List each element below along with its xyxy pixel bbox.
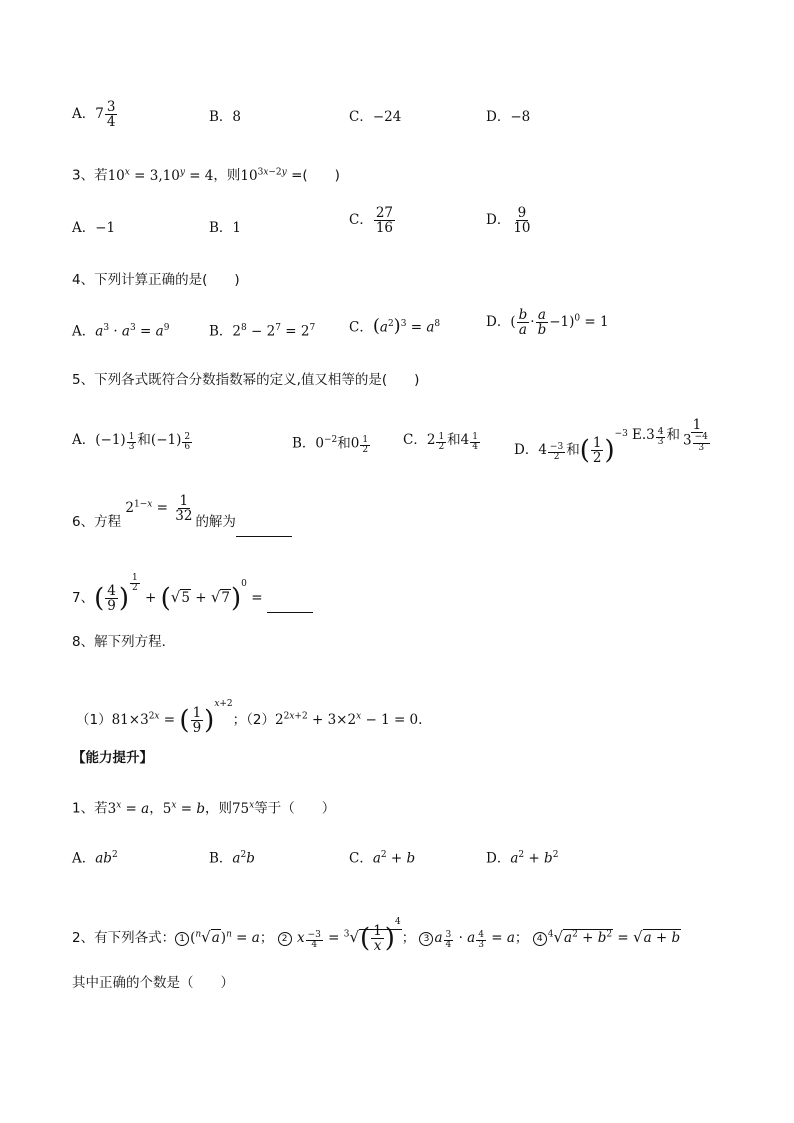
- q3-option-a: A．−1: [72, 220, 116, 236]
- q6-stem: 6、方程 $2^{1-x}$ = $\frac{1}{32}$ 的解为: [72, 508, 292, 537]
- q5-option-e: E.3 $\frac{4}{3}$ 和 1 3 $\frac{-4}{3}$: [632, 417, 708, 453]
- q8-stem: 8、解下列方程．: [72, 634, 176, 650]
- q6-answer-blank[interactable]: [236, 522, 292, 537]
- adv2-stem: 2、有下列各式： 1 $(^n√a)^n = a$； 2 x $\frac{-3}{4}$ = $^3$√( $\frac{1}{x}$ )$^4$； 3 a $\frac{3}{4}$ · a $\frac{4}{3}$ = a； 4 $^4√a^2 + b^2 = √a + b$: [72, 917, 681, 954]
- q3-option-b: B．1: [209, 220, 242, 236]
- adv1-option-c: C．$a^2 + b$: [349, 850, 416, 867]
- q2-option-c: C．−24: [349, 109, 402, 125]
- q3-option-c: C． $\frac{27}{16}$: [349, 205, 394, 237]
- q2-option-d: D．−8: [486, 109, 531, 125]
- q3-option-d: D． $\frac{9}{10}$: [486, 205, 531, 237]
- q5-option-d: D．4 $\frac{-3}{2}$ 和( $\frac{1}{2}$ )$^{-3}$: [514, 429, 628, 466]
- adv1-option-b: B．$a^2b$: [209, 850, 255, 867]
- q3-stem: 3、若$10^x = 3,10^y = 4$，则$10^{3x-2y}$ =( ): [72, 167, 340, 184]
- adv1-option-d: D．$a^2 + b^2$: [486, 850, 559, 867]
- q4-option-c: C．$(a^2)^3 = a^8$: [349, 315, 441, 337]
- adv1-option-a: A．$ab^2$: [72, 850, 118, 867]
- q5-option-b: B．$0^{-2}$和0 $\frac{1}{2}$: [292, 435, 369, 456]
- q8-equations: $(1)81\times 3^{2x}$ = ( $\frac{1}{9}$ )$^{x+2}$；$(2)2^{2x+2} + 3\times 2^x - 1 = 0$.: [76, 699, 423, 736]
- q4-option-a: A．$a^3 \cdot a^3 = a^9$: [72, 323, 170, 340]
- adv1-stem: 1、若$3^x = a$，$5^x = b$，则75$^x$等于（ ）: [72, 800, 336, 817]
- q5-option-a: A．(−1) $\frac{1}{3}$ 和(−1) $\frac{2}{6}$: [72, 431, 191, 452]
- q2-option-a: A．7 $\frac{3}{4}$: [72, 99, 116, 131]
- q5-stem: 5、下列各式既符合分数指数幂的定义,值又相等的是( ): [72, 372, 420, 388]
- q7-stem: 7、( $\frac{4}{9}$ ) $\frac{1}{2}$ + $(√5 + √7)^0$ =: [72, 574, 313, 613]
- q5-option-c: C．2 $\frac{1}{2}$ 和4 $\frac{1}{4}$: [403, 431, 478, 452]
- section-title: 【能力提升】: [72, 750, 153, 766]
- q4-stem: 4、下列计算正确的是( ): [72, 272, 240, 288]
- q2-option-b: B．8: [209, 109, 242, 125]
- q4-option-d: D．( $\frac{b}{a}$ · $\frac{a}{b}$ −1)$^0$ = 1: [486, 307, 609, 339]
- q4-option-b: B．$2^8 - 2^7 = 2^7$: [209, 323, 316, 340]
- adv2-question: 其中正确的个数是（ ）: [72, 975, 234, 991]
- q7-answer-blank[interactable]: [267, 598, 313, 613]
